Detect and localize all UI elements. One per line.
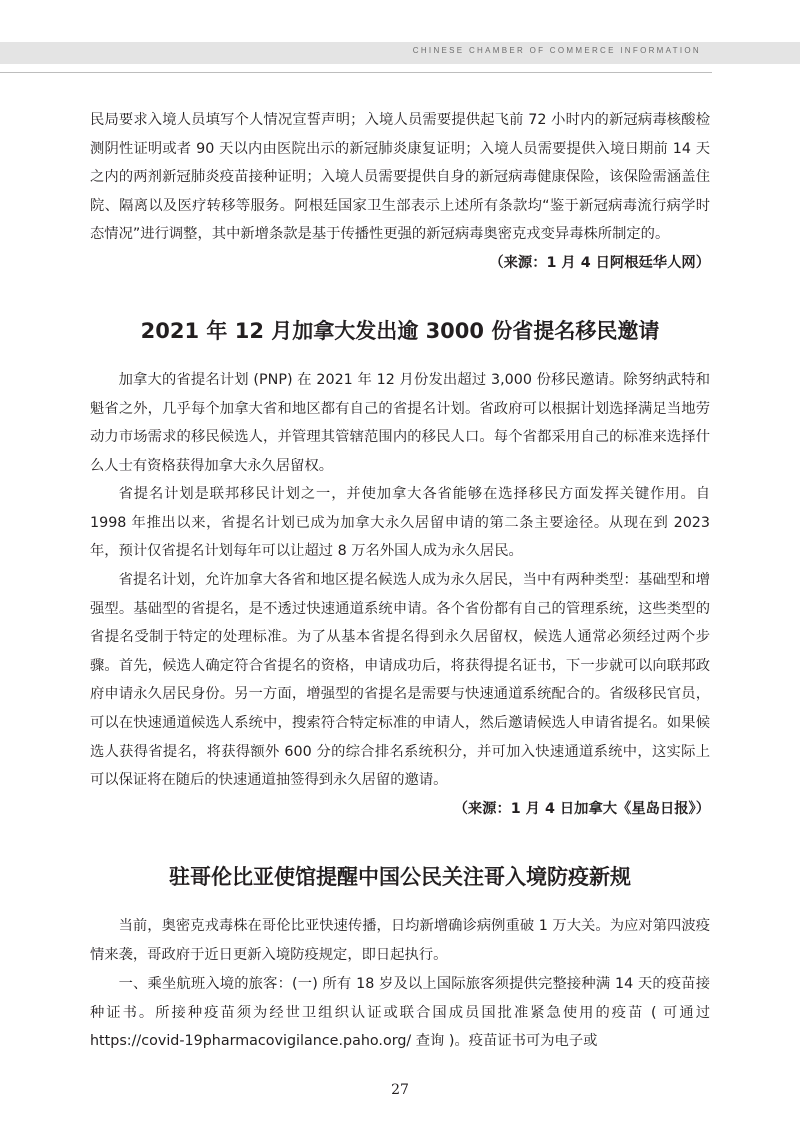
header-rule bbox=[0, 72, 712, 73]
paragraph-argentina bbox=[90, 106, 710, 278]
source-citation: （来源：1 月 4 日阿根廷华人网） bbox=[489, 254, 710, 271]
page-number: 27 bbox=[391, 1082, 409, 1098]
section-title-colombia: 驻哥伦比亚使馆提醒中国公民关注哥入境防疫新规 bbox=[169, 865, 631, 889]
source-citation: （来源：1 月 4 日加拿大《星岛日报》） bbox=[453, 800, 710, 817]
paragraph-colombia-2: 一、乘坐航班入境的旅客：(一) 所有 18 岁及以上国际旅客须提供完整接种满 14 天的疫苗接种证书。所接种疫苗须为经世卫组织认证或联合国成员国批准紧急使用的疫苗 ( 可通过 https://covid-19pharmacovigilance.paho.org/ 查询 )。疫苗证书可为电子或 bbox=[90, 976, 710, 1050]
paragraph-canada-1: 加拿大的省提名计划 (PNP) 在 2021 年 12 月份发出超过 3,000 份移民邀请。除努纳武特和魁省之外，几乎每个加拿大省和地区都有自己的省提名计划。省政府可以根据计划选择满足当地劳动力市场需求的移民候选人，并管理其管辖范围内的移民人口。每个省都采用自己的标准来选择什么人士有资格获得加拿大永久居留权。 bbox=[90, 372, 710, 474]
paragraph-colombia-1: 当前，奥密克戎毒株在哥伦比亚快速传播，日均新增确诊病例重破 1 万大关。为应对第四波疫情来袭，哥政府于近日更新入境防疫规定，即日起执行。 bbox=[90, 918, 710, 963]
paragraph-canada-2: 省提名计划是联邦移民计划之一，并使加拿大各省能够在选择移民方面发挥关键作用。自 1998 年推出以来，省提名计划已成为加拿大永久居留申请的第二条主要途径。从现在到 2023 年，预计仅省提名计划每年可以让超过 8 万名外国人成为永久居民。 bbox=[90, 486, 710, 560]
paragraph-canada-3 bbox=[90, 566, 710, 823]
paragraph-text: 民局要求入境人员填写个人情况宣誓声明；入境人员需要提供起飞前 72 小时内的新冠病毒核酸检测阴性证明或者 90 天以内由医院出示的新冠肺炎康复证明；入境人员需要提供入境日期前 14 天之内的两剂新冠肺炎疫苗接种证明；入境人员需要提供自身的新冠病毒健康保险，该保险需涵盖住院、隔离以及医疗转移等服务。阿根廷国家卫生部表示上述所有条款均“鉴于新冠病毒流行病学时态情况”进行调整，其中新增条款是基于传播性更强的新冠病毒奥密克戎变异毒株所制定的。 bbox=[90, 112, 710, 243]
header-text: CHINESE CHAMBER OF COMMERCE INFORMATION bbox=[412, 46, 701, 55]
paragraph-text: 省提名计划，允许加拿大各省和地区提名候选人成为永久居民，当中有两种类型：基础型和增强型。基础型的省提名，是不透过快速通道系统申请。各个省份都有自己的管理系统，这些类型的省提名受制于特定的处理标准。为了从基本省提名得到永久居留权，候选人通常必须经过两个步骤。首先，候选人确定符合省提名的资格，申请成功后，将获得提名证书，下一步就可以向联邦政府申请永久居民身份。另一方面，增强型的省提名是需要与快速通道系统配合的。省级移民官员，可以在快速通道候选人系统中，搜索符合特定标准的申请人，然后邀请候选人申请省提名。如果候选人获得省提名，将获得额外 600 分的综合排名系统积分，并可加入快速通道系统中，这实际上可以保证将在随后的快速通道抽签得到永久居留的邀请。 bbox=[90, 572, 710, 789]
section-title-canada: 2021 年 12 月加拿大发出逾 3000 份省提名移民邀请 bbox=[140, 319, 660, 343]
